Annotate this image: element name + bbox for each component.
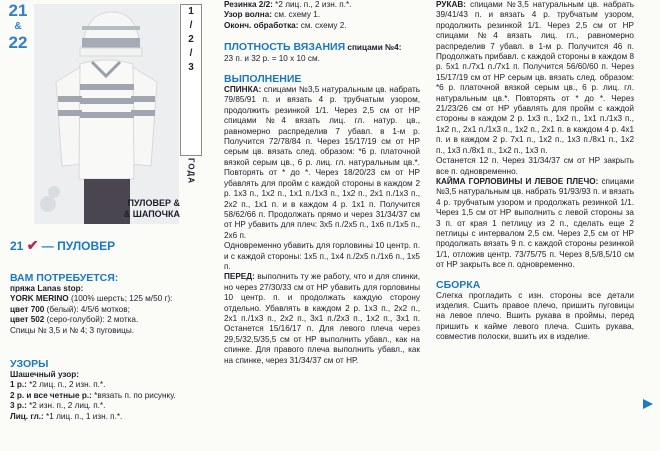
age-digit-3: 3 — [188, 62, 194, 73]
caption-line-1: ПУЛОВЕР & — [127, 198, 180, 208]
age-label: ГОДА — [186, 158, 196, 185]
back-text-2: Одновременно убавить для горловины 10 центр. п. и с каждой стороны: 1х5 п., 1х4 п./2х5 п./1х6 п., 1х5 п. — [224, 241, 420, 271]
sleeve-text: РУКАВ: спицами №3,5 натуральным цв. набрать 39/41/43 п. и вязать 4 р. трубчатым узором, продолжить резинкой 1/1. Через 2,5 см от НР спицами №4 вязать лиц. гл., равномерно распределив 7 убавл. в 1-м р. Получится 46 п. Продолжать прибавл. с каждой стороны в каждом 8 р. 5х1 п./7х1 п./7х1 п. Получится 56/60/60 п. Через 15/17/19 см от НР серым цв. вязать след. образом: *6 р. платочной вязкой серым цв., 6 р. лиц. гл. натуральным цв.*. Повторять от * до *. Через 21/23/26 см от НР убавлять для пройм с каждой стороны в каждом 2 р. 1х3 п., 1х2 п., 1х1 п./1х3 п., 1х2 п., 2х1 п./1х3 п., 1х2 п., 2х1 п. в каждом 4 р. 4х1 п. и в каждом 2 р. 7х1 п., 1х2 п., 1х3 п./8х1 п., 1х2 п., 1х3 п./8х1 п., 1х2 п., 1х3 п. — [436, 0, 634, 155]
density-value: 23 п. и 32 р. = 10 х 10 см. — [224, 53, 320, 63]
wave-line: Узор волна: см. схему 1. — [224, 10, 321, 20]
yarn-label: пряжа Lanas stop: — [10, 284, 84, 293]
age-digit-2: 2 — [188, 34, 194, 45]
garment-photo — [34, 4, 179, 224]
checker-title: Шашечный узор: — [10, 370, 79, 379]
sleeve-text-2: Останется 12 п. Через 31/34/37 см от НР закрыть все п. одновременно. — [436, 156, 634, 176]
age-strip — [180, 4, 202, 224]
pattern-face: Лиц. гл.: *1 лиц. п., 1 изн. п.*. — [10, 411, 123, 421]
age-digit-1: 1 — [188, 6, 194, 17]
instructions-column-3 — [436, 0, 634, 451]
next-page-arrow-icon — [640, 395, 658, 413]
item-number: 21 — [10, 239, 24, 253]
size-numbers — [4, 2, 32, 52]
size-amp: & — [14, 21, 22, 32]
front-text: ПЕРЕД: выполнить ту же работу, что и для спинки, но через 27/30/33 см от НР убавить для горловины 10 центр. п. и продолжать каждую сторону отдельно. Убавлять в каждом 2 р. 1х3 п., 2х2 п., 2х1 п./1х3 п., 2х2 п., 3х1 п./2х3 п., 1х2 п., 3х1 п. Останется 15/16/17 п. Для левого плеча через 29,5/32,5/35,5 см от НР выполнить убавл., как на спинке. Для правого плеча выполнить убавл., как на спинке, через 31/34/37 см от НР. — [224, 272, 420, 365]
pattern-row-3: 3 р.: *2 изн. п., 2 лиц. п.*. — [10, 401, 106, 411]
sweater-illustration — [34, 4, 179, 224]
age-sep-1: / — [189, 20, 193, 31]
patterns-section — [10, 358, 205, 422]
size-a: 21 — [8, 1, 28, 20]
checkmark-icon: ✔ — [26, 237, 39, 253]
size-b: 22 — [8, 33, 28, 52]
item-name: — ПУЛОВЕР — [41, 239, 116, 253]
finish-line: Оконч. обработка: см. схему 2. — [224, 20, 347, 30]
neck-text: КАЙМА ГОРЛОВИНЫ И ЛЕВОЕ ПЛЕЧО: спицами №3,5 натуральным цв. набрать 91/93/93 п. и вязать 4 р. трубчатым узором и продолжать резинкой 1/1. Через 1,5 см от НР выполнить с левой стороны за 3 п. от края 1 петлицу из 2 п., сделать еще 2 петлицы с интервалом 2,5 см. Через 2,5 см от НР продолжать вязать 9 п. с каждой стороны резинкой 1/1, отложив центр. 73/75/75 п. Через 8,5/8,5/10 см от НР закрыть все п. одновременно. — [436, 176, 634, 270]
execution-heading: ВЫПОЛНЕНИЕ — [224, 73, 302, 86]
materials-section — [10, 272, 205, 336]
patterns-heading: УЗОРЫ — [10, 358, 49, 370]
color2-line: цвет 502 (серо-голубой): 2 мотка. — [10, 315, 139, 325]
assembly-heading: СБОРКА — [436, 278, 481, 291]
rib-line: Резинка 2/2: *2 лиц. п., 2 изн. п.*. — [224, 0, 352, 9]
photo-caption — [70, 198, 180, 219]
color1-line: цвет 700 (белый): 4/5/6 мотков; — [10, 304, 130, 314]
assembly-text: Слегка прогладить с изн. стороны все детали изделия. Сшить правое плечо, пришить пуговицы на левое плечо. Вшить рукава в проймы, перед пришить к кайме левого плеча. Сшить рукава, совместив полоски, вшить их в изделие. — [436, 290, 634, 342]
pattern-row-2: 2 р. и все четные р.: *вязать п. по рисунку. — [10, 390, 176, 400]
density-heading-line: ПЛОТНОСТЬ ВЯЗАНИЯ спицами №4: — [224, 41, 402, 54]
back-text: СПИНКА: спицами №3,5 натуральным цв. набрать 79/85/91 п. и вязать 4 р. трубчатым узором, продолжить резинкой 1/1. Через 2,5 см от НР спицами №4 вязать лиц. гл. натур. цв., равномерно распределив 7 убавл. в 1-м р. Получится 72/78/84 п. Через 15/17/19 см от НР серым цв. вязать след. образом: *6 р. платочной вязкой серым цв., 6 р. лиц. гл. натуральным цв.*. Повторять от * до *. Через 18/20/23 см от НР убавлять для пройм с каждой стороны в каждом 2 р. 1х3 п., 1х2 п., 1х1 п./1х3 п., 1х2 п., 2х1 п./1х3 п., 2х2 п., 1х1 п. и в каждом 4 р. 1х1 п. Получится 58/62/66 п. Продолжать прямо и через 31/34/37 см от НР убавить для плеч: 3х5 п./2х5 п., 1х6 п./1х5 п., 2х6 п. — [224, 85, 420, 240]
age-box — [180, 4, 202, 156]
caption-line-2: & ШАПОЧКА — [123, 208, 180, 219]
instructions-column-2 — [224, 0, 420, 451]
pattern-row-1: 1 р.: *2 лиц. п., 2 изн. п.*. — [10, 380, 106, 390]
needles-line: Спицы № 3,5 и № 4; 3 пуговицы. — [10, 325, 134, 335]
item-title — [10, 237, 116, 253]
yarn-line: YORK MERINO (100% шерсть; 125 м/50 г): — [10, 294, 173, 304]
age-sep-2: / — [189, 48, 193, 59]
materials-heading: ВАМ ПОТРЕБУЕТСЯ: — [10, 272, 119, 284]
